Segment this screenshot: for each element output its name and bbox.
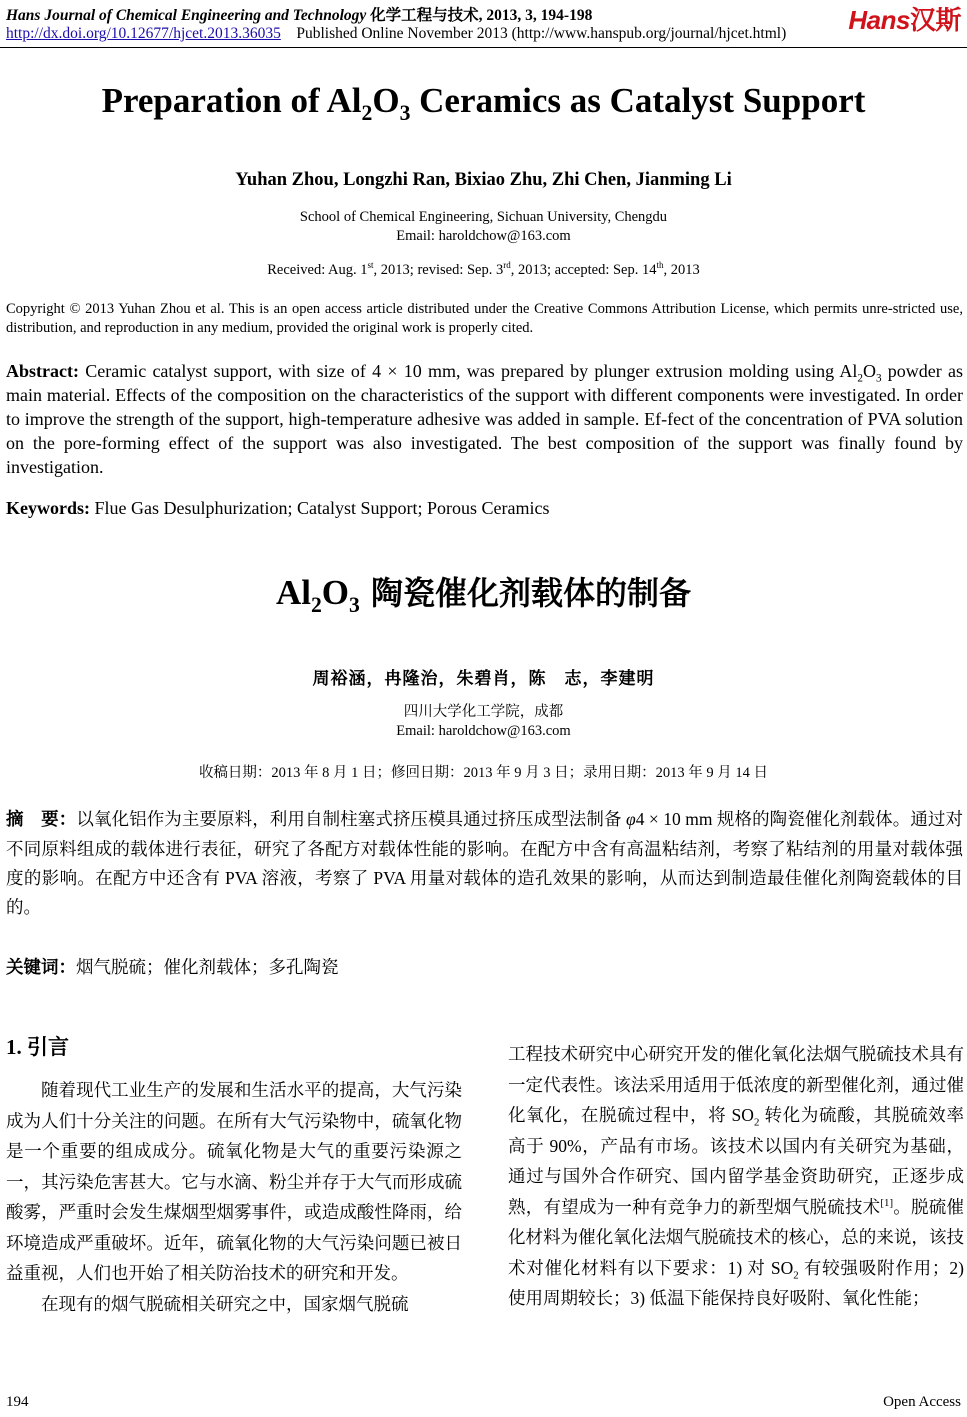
header-divider: [0, 47, 967, 48]
affiliation: [0, 208, 967, 246]
authors: Yuhan Zhou, Longzhi Ran, Bixiao Zhu, Zhi Chen, Jianming Li: [235, 170, 732, 190]
cn-affiliation-text: 四川大学化工学院，成都: [403, 704, 564, 720]
section-heading: 1. 引言: [6, 1035, 69, 1059]
publisher-logo: [848, 0, 961, 37]
cn-keywords: 关键词：烟气脱硫；催化剂载体；多孔陶瓷: [6, 957, 339, 978]
paragraph: 工程技术研究中心研究开发的催化氧化法烟气脱硫技术具有一定代表性。该法采用适用于低浓度的新型催化剂，通过催化氧化，在脱硫过程中，将 $SO_2$ 转化为硫酸，其脱硫效率高于 90%，产品有市场。该技术以国内有关研究为基础，通过与国外合作研究、国内留学基金资助研究，正逐步成熟，有望成为一种有竞争力的新型烟气脱硫技术[1]。脱硫催化材料为催化氧化法烟气脱硫技术的核心，总的来说，该技术对催化材料有以下要求：1) 对 $SO_2$ 有较强吸附作用；2) 使用周期较长；3) 低温下能保持良好吸附、氧化性能；: [508, 1044, 965, 1308]
logo-latin: Hans: [848, 5, 910, 35]
page-number: 194: [6, 1394, 29, 1410]
abstract: Abstract: Ceramic catalyst support, with size of 4 × 10 mm, was prepared by plunger extrusion molding using $Al_2O_3$ powder as main material. Effects of the composition on the characteristics of the support with different components were investigated. In order to improve the strength of the support, high-temperature adhesive was added in sample. Ef-fect of the concentration of PVA solution on the pore-forming effect of the support was also investigated. The best composition of the support was finally found by investigation.: [6, 361, 963, 477]
keywords-label: Keywords:: [6, 498, 90, 518]
doi-link[interactable]: http://dx.doi.org/10.12677/hjcet.2013.36035: [6, 25, 281, 42]
cn-keywords-label: 关键词：: [6, 958, 76, 978]
open-access-label: Open Access: [883, 1394, 961, 1410]
cn-abstract-label: 摘 要：: [6, 810, 77, 830]
cn-abstract: 摘 要：以氧化铝作为主要原料，利用自制柱塞式挤压模具通过挤压成型法制备 φ4 × 10 mm 规格的陶瓷催化剂载体。通过对不同原料组成的载体进行表征，研究了各配方对载体性能的影响。在配方中含有高温粘结剂，考察了粘结剂的用量对载体强度的影响。在配方中还含有 PVA 溶液，考察了 PVA 用量对载体的造孔效果的影响，从而达到制造最佳催化剂陶瓷载体的目的。: [6, 809, 964, 917]
abstract-label: Abstract:: [6, 361, 79, 381]
journal-name: Hans Journal of Chemical Engineering and Technology: [6, 7, 367, 24]
email: Email: haroldchow@163.com: [396, 228, 571, 244]
doi-line: [6, 25, 786, 43]
affiliation-text: School of Chemical Engineering, Sichuan University, Chengdu: [299, 209, 668, 225]
keywords: Keywords: Flue Gas Desulphurization; Catalyst Support; Porous Ceramics: [6, 498, 550, 518]
paragraph: 随着现代工业生产的发展和生活水平的提高，大气污染成为人们十分关注的问题。在所有大气污染物中，硫氧化物是一个重要的组成成分。硫氧化物是大气的重要污染源之一，其污染危害甚大。它与水滴、粉尘并存于大气而形成硫酸雾，严重时会发生煤烟型烟雾事件，或造成酸性降雨，给环境造成严重破坏。近年，硫氧化物的大气污染问题已被日益重视，人们也开始了相关防治技术的研究和开发。: [6, 1080, 462, 1283]
cn-authors: 周裕涵，冉隆治，朱碧肖，陈 志，李建明: [312, 669, 655, 689]
left-column: [6, 1075, 462, 1319]
paragraph: 在现有的烟气脱硫相关研究之中，国家烟气脱硫: [41, 1293, 409, 1314]
cn-received-dates: 收稿日期：2013 年 8 月 1 日；修回日期：2013 年 9 月 3 日；录用日期：2013 年 9 月 14 日: [198, 765, 769, 781]
cn-affiliation: [0, 703, 967, 741]
cn-paper-title: $Al_2O_3$ 陶瓷催化剂载体的制备: [275, 573, 692, 617]
published-info: Published Online November 2013 (http://www.hanspub.org/journal/hjcet.html): [296, 25, 787, 42]
paper-title: Preparation of $Al_2O_3$ Ceramics as Catalyst Support: [101, 81, 866, 125]
journal-header: [6, 3, 592, 25]
right-column: [508, 1039, 964, 1314]
journal-name-cn: 化学工程与技术, 2013, 3, 194-198: [370, 7, 593, 24]
received-dates: Received: Aug. 1st, 2013; revised: Sep. 3rd, 2013; accepted: Sep. 14th, 2013: [267, 260, 700, 278]
copyright-notice: Copyright © 2013 Yuhan Zhou et al. This is an open access article distributed under the Creative Commons Attribution License, which permits unre-stricted use, distribution, and reproduction in any medium, provided the original work is properly cited.: [6, 301, 963, 336]
cn-email: Email: haroldchow@163.com: [396, 723, 571, 739]
logo-cn: 汉斯: [909, 5, 961, 35]
